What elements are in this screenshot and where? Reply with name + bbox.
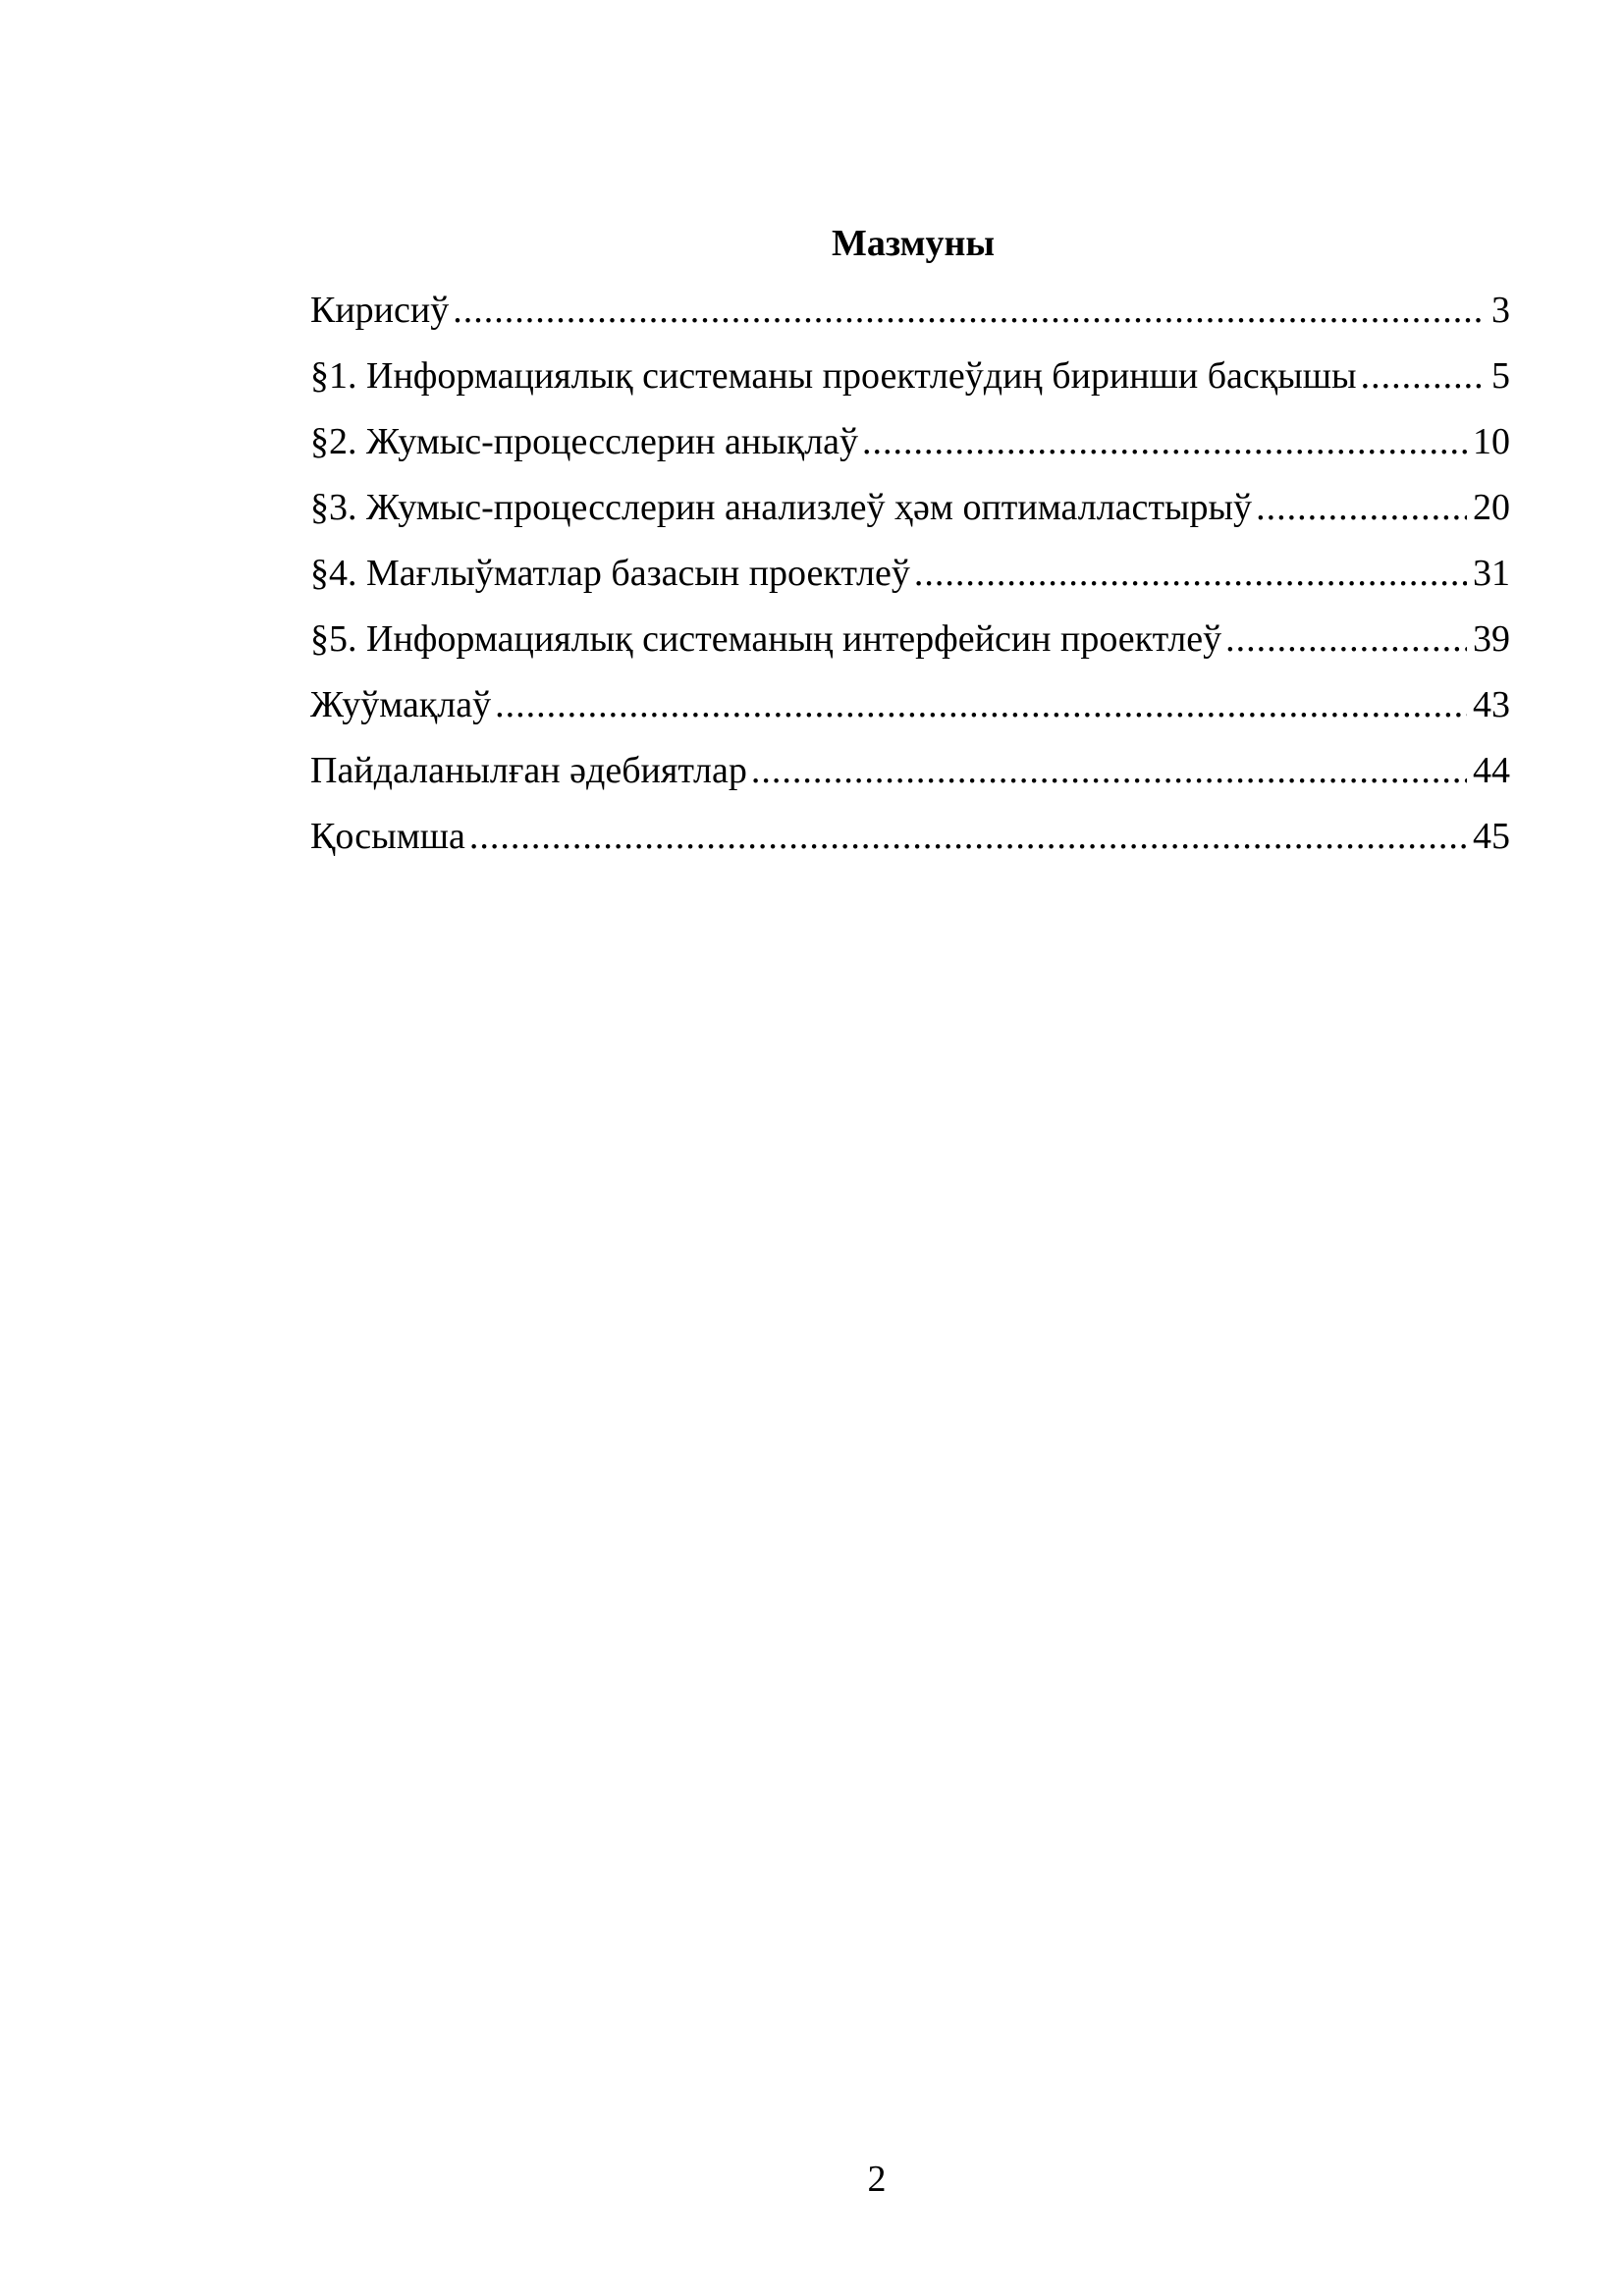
toc-entry-section-2[interactable] xyxy=(310,412,1510,478)
toc-entry-appendix[interactable] xyxy=(310,807,1510,873)
toc-entry-label: §2. Жумыс-процесслерин анықлаў xyxy=(310,421,859,462)
toc-entry-section-4[interactable] xyxy=(310,544,1510,610)
toc-entry-section-5[interactable] xyxy=(310,610,1510,675)
table-of-contents xyxy=(310,281,1510,873)
toc-entry-page: 3 xyxy=(1491,290,1510,331)
toc-dot-leader xyxy=(914,544,1467,603)
toc-entry-conclusion[interactable] xyxy=(310,675,1510,741)
toc-entry-label: §3. Жумыс-процесслерин анализлеў ҳәм оптималластырыў xyxy=(310,487,1253,528)
toc-entry-introduction[interactable] xyxy=(310,281,1510,347)
toc-entry-page: 39 xyxy=(1473,618,1510,660)
toc-entry-label: Қосымша xyxy=(310,816,465,857)
toc-entry-page: 5 xyxy=(1491,355,1510,397)
toc-entry-page: 10 xyxy=(1473,421,1510,462)
toc-dot-leader xyxy=(453,281,1486,340)
toc-entry-label: Жуўмақлаў xyxy=(310,684,492,725)
toc-entry-label: Пайдаланылған әдебиятлар xyxy=(310,750,747,791)
toc-title: Мазмуны xyxy=(831,223,996,264)
toc-dot-leader xyxy=(1256,478,1467,537)
page-number: 2 xyxy=(867,2159,887,2200)
toc-entry-label: Кирисиў xyxy=(310,290,450,331)
toc-entry-label: §4. Мағлыўматлар базасын проектлеў xyxy=(310,553,910,594)
toc-dot-leader xyxy=(862,412,1467,471)
toc-entry-section-1[interactable] xyxy=(310,347,1510,412)
toc-dot-leader xyxy=(1361,347,1486,405)
toc-entry-label: §5. Информациялық системаның интерфейсин проектлеў xyxy=(310,618,1222,660)
toc-entry-page: 20 xyxy=(1473,487,1510,528)
toc-entry-label: §1. Информациялық системаны проектлеўдиң биринши басқышы xyxy=(310,355,1357,397)
toc-entry-page: 45 xyxy=(1473,816,1510,857)
toc-dot-leader xyxy=(495,675,1467,734)
toc-dot-leader xyxy=(469,807,1467,866)
toc-entry-page: 31 xyxy=(1473,553,1510,594)
toc-dot-leader xyxy=(1225,610,1467,668)
toc-entry-page: 44 xyxy=(1473,750,1510,791)
toc-entry-page: 43 xyxy=(1473,684,1510,725)
toc-dot-leader xyxy=(751,741,1467,800)
toc-entry-section-3[interactable] xyxy=(310,478,1510,544)
toc-entry-references[interactable] xyxy=(310,741,1510,807)
